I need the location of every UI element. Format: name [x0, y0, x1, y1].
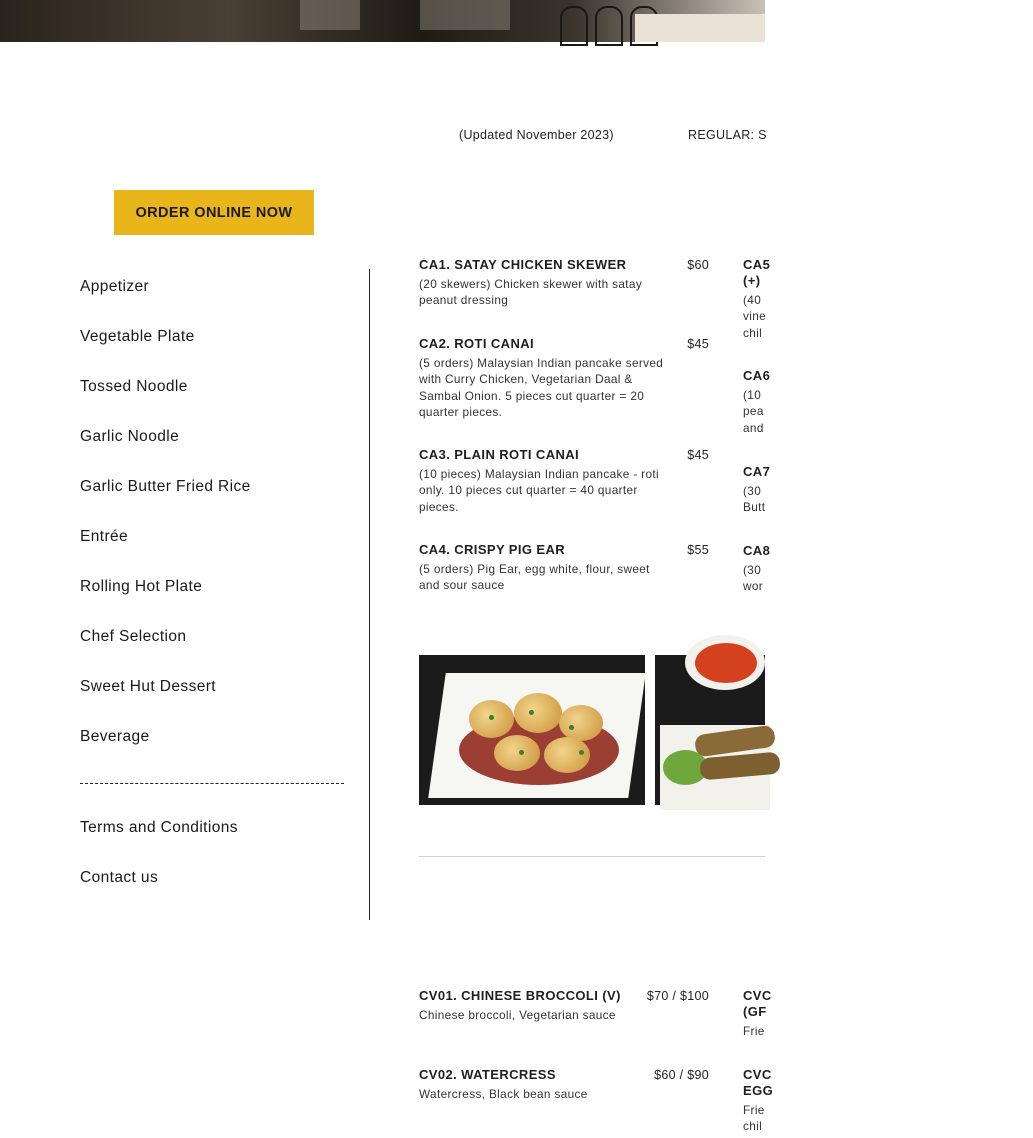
contact-link[interactable]: Contact us	[80, 869, 159, 886]
desc-line: Frie	[743, 1103, 765, 1117]
desc-line: Frie	[743, 1024, 765, 1038]
menu-item-price: $55	[687, 543, 709, 557]
menu-item-description: Chinese broccoli, Vegetarian sauce	[419, 1008, 616, 1022]
menu-item-description: Watercress, Black bean sauce	[419, 1087, 588, 1101]
menu-item	[419, 447, 709, 515]
desc-line: (10	[743, 388, 762, 402]
menu-item	[419, 1067, 709, 1102]
menu-item-name: CA1. SATAY CHICKEN SKEWER	[419, 257, 627, 272]
desc-line: and	[743, 420, 764, 435]
menu-item	[419, 336, 709, 420]
sidebar-item-sweet-hut-dessert[interactable]: Sweet Hut Dessert	[80, 678, 217, 695]
menu-item-price: $70 / $100	[646, 989, 709, 1003]
dumpling-dish-photo	[419, 655, 645, 805]
menu-item-description	[743, 483, 1033, 516]
menu-item-price: $45	[687, 448, 709, 462]
sidebar-item-appetizer[interactable]: Appetizer	[80, 278, 150, 295]
desc-line: (30	[743, 563, 762, 577]
menu-item-description	[743, 387, 1033, 436]
menu-item-name: CA8	[743, 543, 771, 558]
menu-item-name: CA7	[743, 464, 771, 479]
sidebar-item-vegetable-plate[interactable]: Vegetable Plate	[80, 328, 195, 345]
menu-item-name: CVC	[743, 1067, 772, 1082]
menu-item	[743, 988, 1033, 1039]
menu-item-price: $45	[687, 337, 709, 351]
menu-updated-note: (Updated November 2023)	[459, 128, 614, 142]
desc-line: (40	[743, 293, 762, 307]
desc-line: wor	[743, 579, 764, 594]
menu-item-description: (5 orders) Pig Ear, egg white, flour, sweet and sour sauce	[419, 562, 650, 593]
menu-item	[743, 368, 1033, 436]
sidebar-item-tossed-noodle[interactable]: Tossed Noodle	[80, 378, 188, 395]
menu-item-name: CA6	[743, 368, 771, 383]
menu-item-name-cont: (GF	[743, 1004, 767, 1019]
menu-item	[743, 543, 1033, 595]
menu-item-description: (20 skewers) Chicken skewer with satay peanut dressing	[419, 277, 643, 308]
spring-roll-dish-photo	[655, 655, 765, 805]
desc-line: (30	[743, 484, 762, 498]
menu-item-description	[743, 562, 1033, 595]
hero-banner-image	[0, 0, 765, 42]
menu-item-name-cont: (+)	[743, 273, 761, 288]
menu-item-description	[743, 1023, 1033, 1039]
sidebar-item-garlic-noodle[interactable]: Garlic Noodle	[80, 428, 180, 445]
sidebar-divider	[80, 783, 344, 784]
menu-item-description	[743, 1102, 1033, 1135]
desc-line: vine	[743, 309, 767, 324]
sidebar-vertical-divider	[369, 269, 370, 920]
menu-item	[743, 464, 1033, 516]
menu-item-name: CA4. CRISPY PIG EAR	[419, 542, 566, 557]
menu-item-name: CA3. PLAIN ROTI CANAI	[419, 447, 580, 462]
desc-line: pea	[743, 404, 764, 419]
section-divider	[419, 856, 765, 857]
menu-item	[419, 542, 709, 594]
desc-line: chil	[743, 325, 763, 340]
menu-item-name: CVC	[743, 988, 772, 1003]
sidebar-item-entree[interactable]: Entrée	[80, 528, 129, 545]
regular-price-note: REGULAR: S	[688, 128, 767, 142]
sidebar-item-chef-selection[interactable]: Chef Selection	[80, 628, 187, 645]
menu-item-description	[743, 292, 1033, 341]
menu-item	[743, 257, 1033, 341]
menu-item-description: (5 orders) Malaysian Indian pancake served with Curry Chicken, Vegetarian Daal & Sambal Onion. 5 pieces cut quarter = 20 quarter pieces.	[419, 356, 664, 419]
sidebar-links	[80, 811, 238, 911]
sidebar-item-rolling-hot-plate[interactable]: Rolling Hot Plate	[80, 578, 203, 595]
menu-item-name: CV01. CHINESE BROCCOLI (V)	[419, 988, 621, 1003]
menu-item-price: $60	[687, 258, 709, 272]
sidebar-item-beverage[interactable]: Beverage	[80, 728, 150, 745]
menu-item-name: CA2. ROTI CANAI	[419, 336, 535, 351]
category-sidebar	[80, 270, 345, 770]
desc-line: Butt	[743, 500, 766, 515]
menu-item	[419, 257, 709, 309]
menu-item-description: (10 pieces) Malaysian Indian pancake - roti only. 10 pieces cut quarter = 40 quarter pieces.	[419, 467, 659, 514]
sidebar-item-garlic-butter-fried-rice[interactable]: Garlic Butter Fried Rice	[80, 478, 251, 495]
order-online-button[interactable]: ORDER ONLINE NOW	[114, 190, 314, 235]
menu-item	[419, 988, 709, 1023]
desc-line: chil	[743, 1119, 763, 1134]
menu-item-name-cont: EGG	[743, 1083, 774, 1098]
menu-item	[743, 1067, 1033, 1135]
menu-item-name: CV02. WATERCRESS	[419, 1067, 556, 1082]
menu-item-price: $60 / $90	[654, 1068, 709, 1082]
terms-link[interactable]: Terms and Conditions	[80, 819, 238, 836]
menu-item-name: CA5	[743, 257, 771, 272]
